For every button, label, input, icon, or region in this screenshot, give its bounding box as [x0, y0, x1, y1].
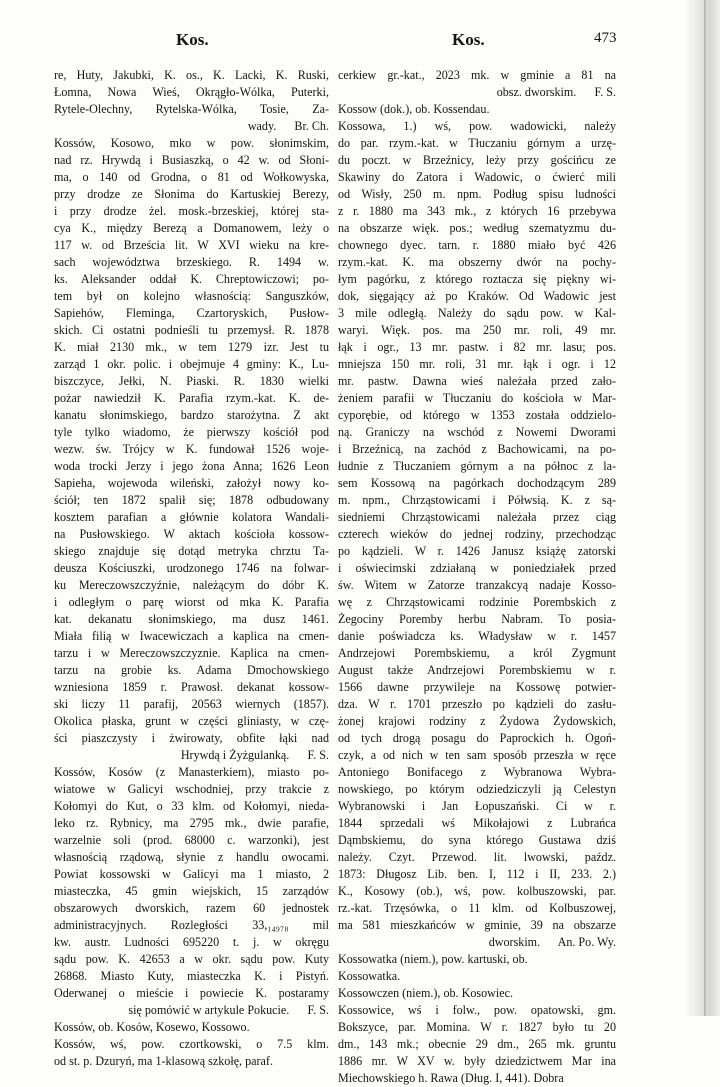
text-line: Żegociny Poremby herbu Nabram. To posia-: [338, 612, 616, 626]
text-line: łąk i ogr., 13 mr. pastw. i 82 mr. lasu; pos.: [338, 340, 616, 354]
text-line: 1886 mr. W XV w. były dziedzictwem Mar ina: [338, 1054, 616, 1068]
text-line: cyporębie, od którego w 1353 została oddzielo-: [338, 408, 616, 422]
text-line: i przy drodze żel. mosk.-brzeskiej, której sta-: [54, 204, 329, 218]
text-line: żeniem parafii w Tłuczaniu do kościoła w Mar-: [338, 391, 616, 405]
text-line: łudnie z Tłuczaniem górnym a na północ z la-: [338, 459, 616, 473]
text-line: żonej krajowi rodziny z Żydowa Żydowskich,: [338, 714, 616, 728]
text-line: tarzu i w Mereczowszczyznie. Kaplica na cmen-: [54, 646, 329, 660]
text-line: Wybranowski i Jan Łopuszański. Ci w r.: [338, 799, 616, 813]
page-binding-line: [704, 0, 706, 1016]
text-line: ną. Graniczy na wschód z Nowemi Dworami: [338, 425, 616, 439]
text-line: ski liczy 11 parafij, 20563 wiernych (1857).: [54, 697, 329, 711]
text-line: wzniesiona 1859 r. Prawosł. dekanat kossow-: [54, 680, 329, 694]
text-line: od Wisły, 250 m. npm. Podług spisu ludności: [338, 187, 616, 201]
text-line: siedniemi Chrząstowicami należała przez ciąg: [338, 510, 616, 524]
text-line: na Pusłowskiego. W aktach kościoła kossow-: [54, 527, 329, 541]
text-line: Andrzejowi Porembskiemu, a król Zygmunt: [338, 646, 616, 660]
text-line: kw. austr. Ludności 695220 t. j. w okręgu: [54, 935, 329, 949]
text-line: i odległym o parę wiorst od mka K. Parafia: [54, 595, 329, 609]
text-line: tyle tylko wiadomo, że pierwszy kościół pod: [54, 425, 329, 439]
page-number: 473: [594, 30, 617, 46]
text-line: Sapiehów, Fleminga, Czartoryskich, Pusłow-: [54, 306, 329, 320]
text-line: du poczt. w Brzeźnicy, leży przy gościńcu ze: [338, 153, 616, 167]
text-line: Miechowskiego h. Rawa (Dług. I, 441). Dobra: [338, 1071, 564, 1085]
text-line: ma, o 140 od Grodna, o 81 od Wołkowyska,: [54, 170, 329, 184]
left-text-column: [54, 67, 329, 1070]
text-line: Kossowatka (niem.), pow. kartuski, ob.: [338, 952, 528, 966]
text-line: Rytele-Olechny, Rytelska-Wólka, Tosie, Za-: [54, 102, 329, 116]
text-line: należy. Czyt. Przewod. lit. lwowski, paźdz.: [338, 850, 616, 864]
text-line: dworskim. An. Po. Wy.: [488, 935, 616, 949]
header-right-catchword: Kos.: [452, 30, 485, 49]
text-line: Kossowatka.: [338, 969, 401, 983]
right-text-column: [338, 67, 616, 1087]
text-line: K. miał 2130 mk., w tem 1279 izr. Jest tu: [54, 340, 329, 354]
text-line: Kossów, wś, pow. czortkowski, o 7.5 klm.: [54, 1037, 329, 1051]
text-line: przy drodze ze Słonima do Kartuskiej Berezy,: [54, 187, 329, 201]
text-line: 3 mile odległą. Należy do sądu pow. w Kal-: [338, 306, 616, 320]
text-line: ściół; ten 1872 spalił się; 1878 odbudowany: [54, 493, 329, 507]
text-line: woda trocki Jerzy i jego żona Anna; 1626 Leon: [54, 459, 329, 473]
text-line: pożar nawiedził K. Parafia rzym.-kat. K. de-: [54, 391, 329, 405]
text-line: z r. 1880 ma 343 mk., z których 16 przebywa: [338, 204, 616, 218]
text-line: i oświecimski zdziałaną w poniedziałek przed: [338, 561, 616, 575]
text-line: wady. Br. Ch.: [247, 119, 329, 133]
text-line: zarząd 1 okr. polic. i obejmuje 4 gminy: K., Lu-: [54, 357, 329, 371]
page-binding-edge: [684, 0, 720, 1016]
text-line: na obszarze więk. pos.; według szematyzmu du-: [338, 221, 616, 235]
header-left-catchword: Kos.: [176, 30, 209, 49]
text-line: św. Witem w Zatorze tranzakcyą nadaje Kosso-: [338, 578, 616, 592]
text-line: chownego dyec. tarn. r. 1880 miało być 426: [338, 238, 616, 252]
text-line: do par. rzym.-kat. w Tłuczaniu górnym a urzę-: [338, 136, 616, 150]
text-line: tarzu na grobie ks. Adama Dmochowskiego: [54, 663, 329, 677]
text-line: kosztem parafian a głównie kolatora Wandali-: [54, 510, 329, 524]
text-line: ści piaszczysty i żwirowaty, obfite łąki nad: [54, 731, 329, 745]
text-line: ma 581 mieszkańców w gminie, 39 na obszarze: [338, 918, 616, 932]
text-line: od tych drogą posagu do Paprockich h. Ogoń-: [338, 731, 616, 745]
text-line: wezw. św. Trójcy w K. fundował 1526 woje-: [54, 442, 329, 456]
text-line: deusza Kościuszki, urodzonego 1746 na folwar-: [54, 561, 329, 575]
text-line: obsz. dworskim. F. S.: [496, 85, 616, 99]
text-line: miasteczka, 45 gmin wiejskich, 15 zarządów: [54, 884, 329, 898]
text-line: cerkiew gr.-kat., 2023 mk. w gminie a 81 na: [338, 68, 616, 82]
text-line: 1873: Długosz Lib. ben. I, 112 i II, 233. 2.): [338, 867, 616, 881]
text-line: leko rz. Rybnicy, ma 2795 mk., dwie parafie,: [54, 816, 329, 830]
text-line: ku Mereczowszczyźnie, należącym do dóbr K.: [54, 578, 329, 592]
text-line: po kądzieli. W r. 1426 Janusz książę zatorski: [338, 544, 616, 558]
text-line: Sapieha, wojewoda wileński, założył nowy ko-: [54, 476, 329, 490]
text-line: Kossów, ob. Kosów, Kosewo, Kossowo.: [54, 1020, 250, 1034]
text-line: wiatowe w Galicyi wschodniej, przy trakcie z: [54, 782, 329, 796]
text-line: August także Andrzejowi Porembskiemu w r.: [338, 663, 616, 677]
text-line: Kossowa, 1.) wś, pow. wadowicki, należy: [338, 119, 616, 133]
text-line: i Brzeźnicą, na zachód z Bachowicami, na po-: [338, 442, 616, 456]
text-line: rz.-kat. Trzęsówka, o 11 klm. od Kolbuszowej,: [338, 901, 616, 915]
text-line: czyk, a od nich w ten sam sposób przeszła w ręce: [338, 748, 616, 762]
text-line: Miała filią w Iwacewiczach a kaplica na cmen-: [54, 629, 329, 643]
text-line: K., Kosowy (ob.), wś, pow. kolbuszowski, par.: [338, 884, 616, 898]
text-line: rzym.-kat. K. ma obszerny dwór na pochy-: [338, 255, 616, 269]
text-line: danie poświadcza ks. Władysław w r. 1457: [338, 629, 616, 643]
text-line: m. npm., Chrząstowicami i Półwsią. K. z są-: [338, 493, 616, 507]
text-line: Powiat kossowski w Galicyi ma 1 miasto, 2: [54, 867, 329, 881]
text-line: waryi. Więk. pos. ma 250 mr. roli, 49 mr.: [338, 323, 616, 337]
text-line: Kossow (dok.), ob. Kossendau.: [338, 102, 490, 116]
text-line: dza. W r. 1701 przeszło po kądzieli do zasłu-: [338, 697, 616, 711]
text-line: Skawiny do Zatora i Wadowic, o ćwierć mili: [338, 170, 616, 184]
text-line: cya K., między Berezą a Domanowem, leży o: [54, 221, 329, 235]
text-line: Oderwanej o mieście i powiecie K. postaramy: [54, 986, 329, 1000]
text-line: własnością rządową, słynie z handlu owocami.: [54, 850, 329, 864]
text-line: czterech wieków do jednej rodziny, przechodząc: [338, 527, 616, 541]
text-line: biszczyce, Jełki, N. Piaski. R. 1830 wielki: [54, 374, 329, 388]
text-line: mr. pastw. Dawna wieś należała przed zało-: [338, 374, 616, 388]
text-line: sach województwa brzeskiego. R. 1494 w.: [54, 255, 329, 269]
text-line: nowskiego, po którym odziedziczyli ją Celestyn: [338, 782, 616, 796]
text-line: Antoniego Bonifacego z Wybranowa Wybra-: [338, 765, 616, 779]
text-line: kanatu słonimskiego, bardzo starożytna. Z akt: [54, 408, 329, 422]
text-line: sem Kossową na pagórkach dochodzącym 289: [338, 476, 616, 490]
text-line: warzelnie soli (prod. 68000 c. warzonki), jest: [54, 833, 329, 847]
text-line: od st. p. Dzuryń, ma 1-klasową szkołę, paraf.: [54, 1054, 273, 1068]
text-line: Kossowczen (niem.), ob. Kosowiec.: [338, 986, 513, 1000]
text-line: dok, sięgający aż po Kraków. Od Wadowic jest: [338, 289, 616, 303]
running-header: [0, 30, 720, 54]
text-line: się pomówić w artykule Pokucie. F. S.: [128, 1003, 329, 1017]
text-line: mniejsza 150 mr. roli, 31 mr. łąk i ogr. i 12: [338, 357, 616, 371]
text-line: 117 w. od Brześcia lit. W XVI wieku na kre-: [54, 238, 329, 252]
text-line: obszarowych dworskich, razem 60 jednostek: [54, 901, 329, 915]
text-line: Bokszyce, par. Momina. W r. 1827 było tu 20: [338, 1020, 616, 1034]
text-line: Hrywdą i Żyżgulanką. F. S.: [180, 748, 329, 762]
text-line: Kossowice, wś i folw., pow. opatowski, gm.: [338, 1003, 616, 1017]
text-line: Okolica płaska, grunt w części gliniasty, w czę-: [54, 714, 329, 728]
text-line: skiego znajduje się dotąd metryka chrztu Ta-: [54, 544, 329, 558]
text-line: sądu pow. K. 42653 a w okr. sądu pow. Kuty: [54, 952, 329, 966]
text-line: Dąmbskiemu, do syna którego Gustawa dziś: [338, 833, 616, 847]
text-line: ks. Aleksander oddał K. Chreptowiczowi; po-: [54, 272, 329, 286]
text-line: wę z Chrząstowicami rodzinie Porembskich z: [338, 595, 616, 609]
text-line: administracyjnych. Rozległości 33,₁₄₉₇₈ mil: [54, 918, 329, 932]
text-line: kat. dekanatu słonimskiego, ma dusz 1461.: [54, 612, 329, 626]
text-line: Łomna, Nowa Wieś, Okrągło-Wólka, Puterki,: [54, 85, 329, 99]
text-line: Kossów, Kosów (z Manasterkiem), miasto po-: [54, 765, 329, 779]
text-line: 1844 sprzedali wś Mikołajowi z Lubrańca: [338, 816, 616, 830]
text-line: tem był on kolejno własnością: Sanguszków,: [54, 289, 329, 303]
text-line: 1566 dawne przywileje na Kossowę potwier-: [338, 680, 616, 694]
text-line: Kossów, Kosowo, mko w pow. słonimskim,: [54, 136, 329, 150]
text-line: nad rz. Hrywdą i Busiaszką, o 42 w. od Słoni-: [54, 153, 329, 167]
text-line: dm., 143 mk.; obecnie 29 dm., 265 mk. gruntu: [338, 1037, 616, 1051]
text-line: 26868. Miasto Kuty, miasteczka K. i Pistyń.: [54, 969, 329, 983]
text-line: skich. Ci ostatni podnieśli tu przemysł. R. 1878: [54, 323, 329, 337]
text-line: Kołomyi do Kut, o 33 klm. od Kołomyi, nieda-: [54, 799, 329, 813]
text-line: re, Huty, Jakubki, K. os., K. Lacki, K. Ruski,: [54, 68, 329, 82]
text-line: łym pagórku, z którego roztacza się piękny wi-: [338, 272, 616, 286]
